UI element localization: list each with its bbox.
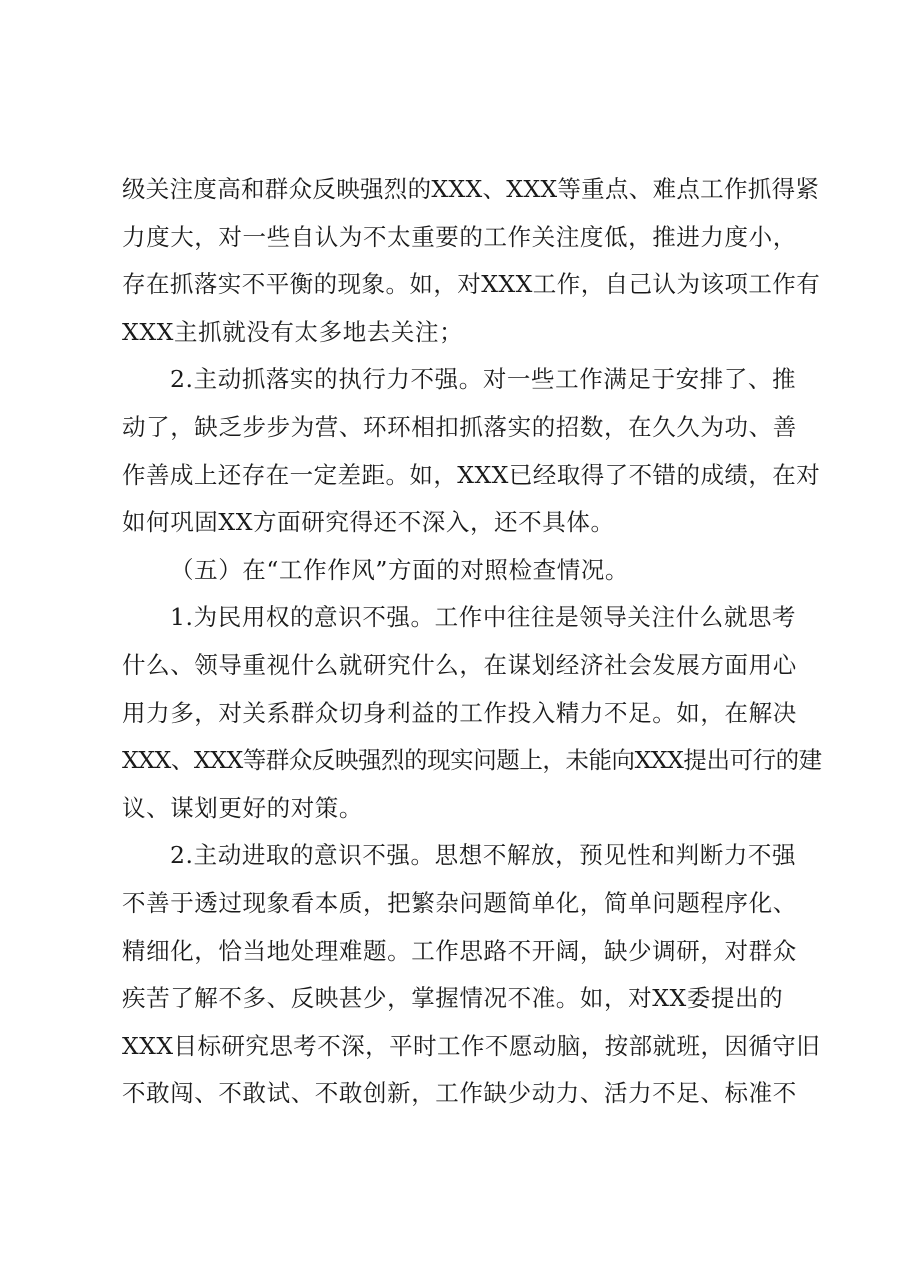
text-line: 不敢闯、不敢试、不敢创新，工作缺少动力、活力不足、标准不 [122, 1079, 797, 1108]
text-line: 用力多，对关系群众切身利益的工作投入精力不足。如，在解决 [122, 698, 797, 727]
text-line: 级关注度高和群众反映强烈的XXX、XXX等重点、难点工作抓得紧 [122, 175, 820, 203]
document-body [122, 166, 822, 1118]
text-line: 疾苦了解不多、反映甚少，掌握情况不准。如，对XX委提出的 [122, 984, 784, 1013]
text-line: 精细化，恰当地处理难题。工作思路不开阔，缺少调研，对群众 [122, 936, 797, 965]
text-line: 2.主动进取的意识不强。思想不解放，预见性和判断力不强 [170, 841, 797, 870]
text-line: XXX目标研究思考不深，平时工作不愿动脑，按部就班，因循守旧 [122, 1031, 821, 1060]
section-heading: （五）在“工作作风”方面的对照检查情况。 [170, 555, 630, 584]
text-line: 什么、领导重视什么就研究什么，在谋划经济社会发展方面用心 [122, 650, 797, 679]
text-line: 1.为民用权的意识不强。工作中往往是领导关注什么就思考 [170, 603, 797, 632]
text-line: 不善于透过现象看本质，把繁杂问题简单化，简单问题程序化、 [122, 888, 797, 917]
text-line: 存在抓落实不平衡的现象。如，对XXX工作，自己认为该项工作有 [122, 270, 821, 299]
text-line: 动了，缺乏步步为营、环环相扣抓落实的招数，在久久为功、善 [122, 412, 797, 441]
text-line: XXX主抓就没有太多地去关注； [122, 317, 464, 346]
text-line: XXX、XXX等群众反映强烈的现实问题上，未能向XXX提出可行的建 [122, 746, 822, 775]
text-line: 如何巩固XX方面研究得还不深入，还不具体。 [122, 508, 615, 537]
text-line: 作善成上还存在一定差距。如，XXX已经取得了不错的成绩，在对 [122, 460, 821, 489]
text-line: 2.主动抓落实的执行力不强。对一些工作满足于安排了、推 [170, 365, 797, 394]
text-line: 力度大，对一些自认为不太重要的工作关注度低，推进力度小， [122, 222, 797, 251]
text-line: 议、谋划更好的对策。 [122, 793, 363, 822]
